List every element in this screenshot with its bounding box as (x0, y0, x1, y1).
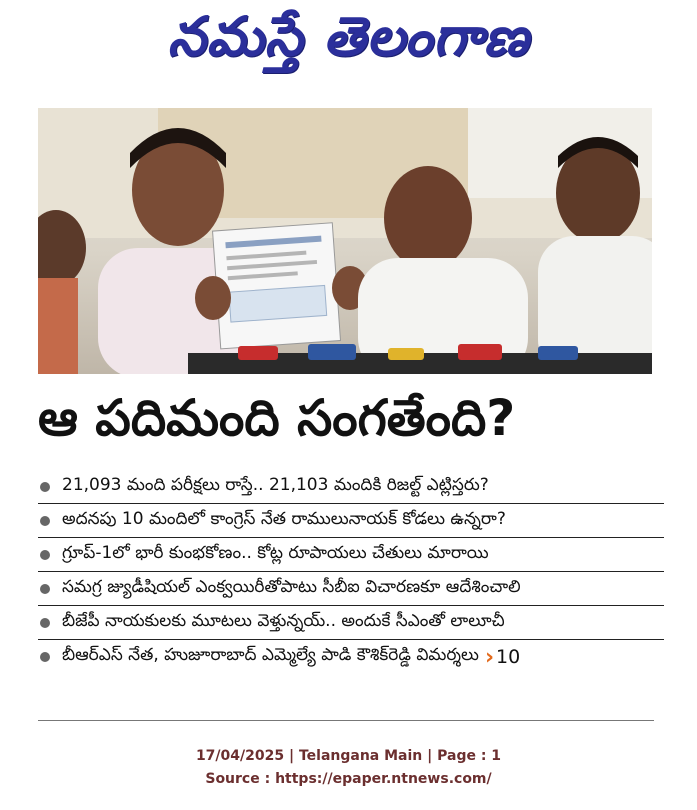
bullet-text: బీఆర్ఎస్ నేత, హుజూరాబాద్ ఎమ్మెల్యే పాడి కౌశిక్‌రెడ్డి విమర్శలు (62, 645, 479, 665)
masthead-title: నమస్తే తెలంగాణ (167, 4, 530, 68)
article-headline: ఆ పదిమంది సంగతేంది? (38, 389, 516, 447)
bullet-icon (40, 618, 50, 628)
list-item (38, 504, 664, 538)
bullet-text: అదనపు 10 మందిలో కాంగ్రెస్ నేత రాములునాయక్ కోడలు ఉన్నరా? (62, 508, 506, 529)
press-conference-illustration (38, 108, 652, 374)
bullet-text: సమగ్ర జ్యుడీషియల్ ఎంక్వయిరీతోపాటు సీబీఐ విచారణకూ ఆదేశించాలి (62, 576, 521, 597)
masthead (0, 4, 697, 78)
list-item (38, 572, 664, 606)
news-photo (38, 108, 652, 374)
footer-source: Source : https://epaper.ntnews.com/ (205, 771, 492, 787)
list-item (38, 606, 664, 640)
chevron-right-icon: › (484, 644, 495, 670)
bullet-icon (40, 482, 50, 492)
list-item (38, 470, 664, 504)
bullet-icon (40, 550, 50, 560)
divider (38, 720, 654, 721)
bullet-icon (40, 584, 50, 594)
bullet-icon (40, 652, 50, 662)
bullet-icon (40, 516, 50, 526)
list-item (38, 538, 664, 572)
continued-page-number: 10 (496, 646, 521, 668)
list-item (38, 640, 664, 674)
continued-page-ref (485, 645, 520, 670)
footer-edition-info: 17/04/2025 | Telangana Main | Page : 1 (195, 748, 502, 764)
bullet-list (38, 470, 664, 674)
bullet-text: బీజేపీ నాయకులకు మూటలు వెళ్తున్నయ్.. అందుకే సీఎంతో లాలూచీ (62, 610, 505, 631)
bullet-text: 21,093 మంది పరీక్షలు రాస్తే.. 21,103 మందికి రిజల్ట్ ఎట్లిస్తరు? (62, 474, 489, 495)
bullet-text: గ్రూప్-1లో భారీ కుంభకోణం.. కోట్ల రూపాయలు చేతులు మారాయి (62, 542, 489, 563)
